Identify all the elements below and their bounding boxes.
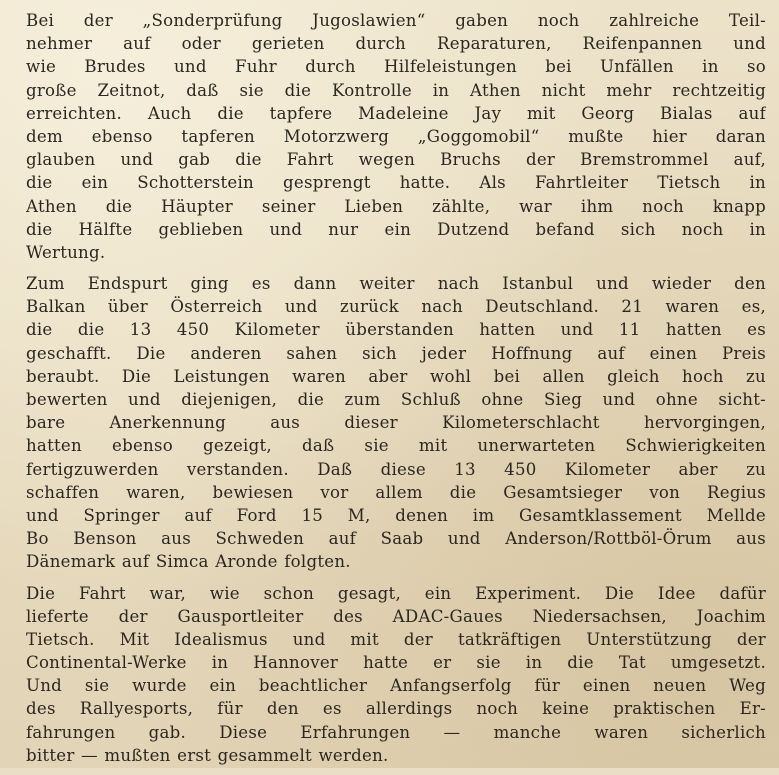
text-line: bewerten und diejenigen, die zum Schluß ohne Sieg und ohne sicht- <box>26 390 766 409</box>
text-line: bitter — mußten erst gesammelt werden. <box>26 745 389 765</box>
text-line: die ein Schotterstein gesprengt hatte. Als Fahrtleiter Tietsch in <box>26 173 766 193</box>
text-line: die Hälfte geblieben und nur ein Dutzend befand sich noch in <box>26 219 766 239</box>
text-line: erreichten. Auch die tapfere Madeleine Jay mit Georg Bialas auf <box>26 103 766 123</box>
paragraph-1 <box>26 9 766 264</box>
text-line: Und sie wurde ein beachtlicher Anfangserfolg für einen neuen Weg <box>26 676 766 696</box>
text-line: bare Anerkennung aus dieser Kilometerschlacht hervorgingen, <box>26 413 766 433</box>
text-line: Zum Endspurt ging es dann weiter nach Istanbul und wieder den <box>26 274 766 294</box>
text-line: Tietsch. Mit Idealismus und mit der tatkräftigen Unterstützung der <box>26 629 766 649</box>
text-line: Wertung. <box>26 242 106 262</box>
text-line: fahrungen gab. Diese Erfahrungen — manche waren sicherlich <box>26 722 766 742</box>
text-line: glauben und gab die Fahrt wegen Bruchs der Bremstrommel auf, <box>26 150 766 170</box>
text-line: große Zeitnot, daß sie die Kontrolle in Athen nicht mehr rechtzeitig <box>26 80 766 100</box>
text-line: dem ebenso tapferen Motorzwerg „Goggomobil“ mußte hier daran <box>26 126 766 146</box>
text-line: Athen die Häupter seiner Lieben zählte, war ihm noch knapp <box>26 196 766 216</box>
text-line: schaffen waren, bewiesen vor allem die Gesamtsieger von Regius <box>26 482 766 502</box>
text-line: Bei der „Sonderprüfung Jugoslawien“ gaben noch zahlreiche Teil- <box>26 11 766 30</box>
text-line: des Rallyesports, für den es allerdings noch keine praktischen Er- <box>26 699 766 719</box>
text-line: Die Fahrt war, wie schon gesagt, ein Experiment. Die Idee dafür <box>26 583 766 603</box>
paragraph-3 <box>26 582 766 768</box>
text-line: Continental-Werke in Hannover hatte er sie in die Tat umgesetzt. <box>26 653 766 673</box>
text-line: und Springer auf Ford 15 M, denen im Gesamtklassement Mellde <box>26 505 766 525</box>
article-body <box>26 9 766 775</box>
paragraph-2 <box>26 272 766 573</box>
text-line: wie Brudes und Fuhr durch Hilfeleistungen bei Unfällen in so <box>26 57 766 77</box>
text-line: geschafft. Die anderen sahen sich jeder Hoffnung auf einen Preis <box>26 343 766 363</box>
text-line: Balkan über Österreich und zurück nach Deutschland. 21 waren es, <box>26 297 766 317</box>
text-line: die die 13 450 Kilometer überstanden hatten und 11 hatten es <box>26 320 766 340</box>
text-line: hatten ebenso gezeigt, daß sie mit unerwarteten Schwierigkeiten <box>26 436 766 456</box>
text-line: lieferte der Gausportleiter des ADAC-Gaues Niedersachsen, Joachim <box>26 606 766 626</box>
text-line: Bo Benson aus Schweden auf Saab und Anderson/Rottböl-Örum aus <box>26 529 766 549</box>
text-line: nehmer auf oder gerieten durch Reparaturen, Reifenpannen und <box>26 34 766 54</box>
text-line: fertigzuwerden verstanden. Daß diese 13 450 Kilometer aber zu <box>26 459 766 479</box>
text-line: Dänemark auf Simca Aronde folgten. <box>26 552 351 572</box>
text-line: beraubt. Die Leistungen waren aber wohl bei allen gleich hoch zu <box>26 366 766 386</box>
